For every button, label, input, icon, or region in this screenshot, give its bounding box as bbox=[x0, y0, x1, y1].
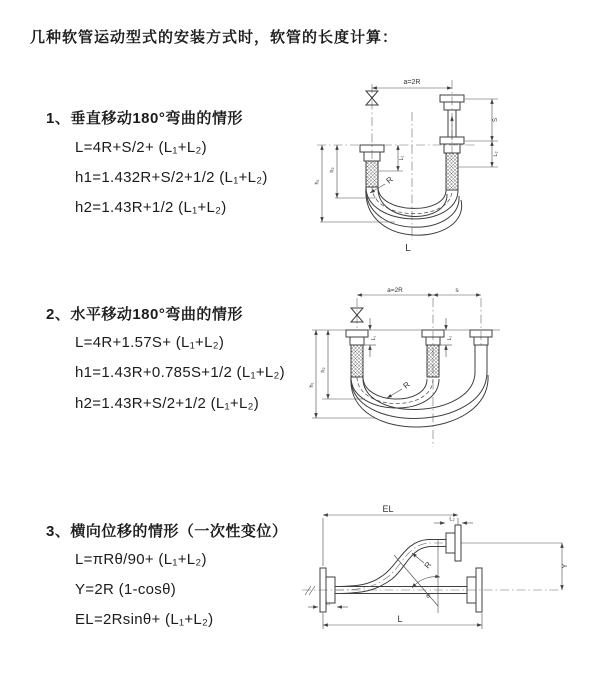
theta-label: θ bbox=[426, 593, 430, 600]
page-title: 几种软管运动型式的安装方式时，软管的长度计算： bbox=[30, 29, 399, 46]
dim-l-label: L bbox=[405, 243, 411, 254]
dim-a2r-label: a=2R bbox=[387, 287, 403, 294]
diagram-lateral-displacement bbox=[300, 503, 600, 648]
dim-l1-label: L₁ bbox=[371, 335, 377, 341]
section-3-formula-L: L=πRθ/90+ (L₁+L₂) bbox=[75, 551, 207, 568]
dim-l1-label: L₁ bbox=[325, 600, 331, 607]
dim-a2r bbox=[372, 79, 452, 88]
dim-a2r-label: a=2R bbox=[403, 79, 421, 86]
hose-bends bbox=[366, 187, 462, 235]
dim-s-label: s bbox=[455, 287, 459, 294]
section-2-formula-L: L=4R+1.57S+ (L₁+L₂) bbox=[75, 334, 225, 351]
dim-h1-label: h₁ bbox=[314, 179, 321, 185]
section-1-formula-L: L=4R+S/2+ (L₁+L₂) bbox=[75, 139, 207, 156]
section-3-formula-Y: Y=2R (1-cosθ) bbox=[75, 581, 177, 598]
middle-pipe bbox=[422, 330, 444, 377]
radius-leader bbox=[387, 380, 412, 398]
diagram-horizontal-180-bend bbox=[310, 285, 600, 460]
dim-s-label: S bbox=[493, 117, 499, 123]
radius-theta bbox=[394, 553, 440, 606]
dim-l2 bbox=[434, 517, 473, 524]
dim-l-label: L bbox=[397, 614, 403, 624]
centerlines bbox=[312, 298, 500, 447]
dim-h2-label: h₂ bbox=[329, 167, 336, 173]
hose-bends bbox=[351, 372, 488, 427]
dim-l1-label: L₁ bbox=[399, 155, 405, 161]
section-2-formula-h1: h1=1.43R+0.785S+1/2 (L₁+L₂) bbox=[75, 364, 285, 381]
dim-s-l2 bbox=[459, 99, 499, 167]
dim-l2-label: L₂ bbox=[449, 516, 455, 523]
section-1-formula-h2: h2=1.43R+1/2 (L₁+L₂) bbox=[75, 199, 227, 216]
dim-y-label: Y bbox=[562, 563, 569, 569]
radius-label: R bbox=[384, 174, 395, 186]
dim-l bbox=[323, 613, 482, 629]
dim-h2-label: h₂ bbox=[320, 367, 327, 373]
section-2-heading: 2、水平移动180°弯曲的情形 bbox=[46, 306, 243, 323]
dim-l1 bbox=[308, 601, 348, 608]
dim-l2-label: L₂ bbox=[493, 151, 499, 157]
section-3-formula-EL: EL=2Rsinθ+ (L₁+L₂) bbox=[75, 611, 214, 628]
dim-y bbox=[562, 543, 569, 590]
section-1-heading: 1、垂直移动180°弯曲的情形 bbox=[46, 110, 243, 127]
dim-h1-label: h₁ bbox=[308, 382, 315, 388]
dim-h bbox=[315, 145, 396, 222]
dim-a2r-s bbox=[357, 287, 481, 295]
diagram-vertical-180-bend bbox=[315, 72, 595, 262]
dim-l2-label: L₂ bbox=[447, 335, 453, 341]
section-1-formula-h1: h1=1.432R+S/2+1/2 (L₁+L₂) bbox=[75, 169, 268, 186]
section-2-formula-h2: h2=1.43R+S/2+1/2 (L₁+L₂) bbox=[75, 395, 260, 412]
radius-label: R bbox=[401, 379, 412, 391]
dim-l1 bbox=[379, 145, 405, 171]
section-3-heading: 3、横向位移的情形（一次性变位） bbox=[46, 523, 288, 540]
radius-label: R bbox=[422, 560, 434, 571]
centerlines bbox=[302, 540, 562, 613]
dim-el-label: EL bbox=[382, 504, 394, 514]
left-pipe bbox=[346, 330, 368, 377]
break-mark bbox=[305, 586, 315, 595]
